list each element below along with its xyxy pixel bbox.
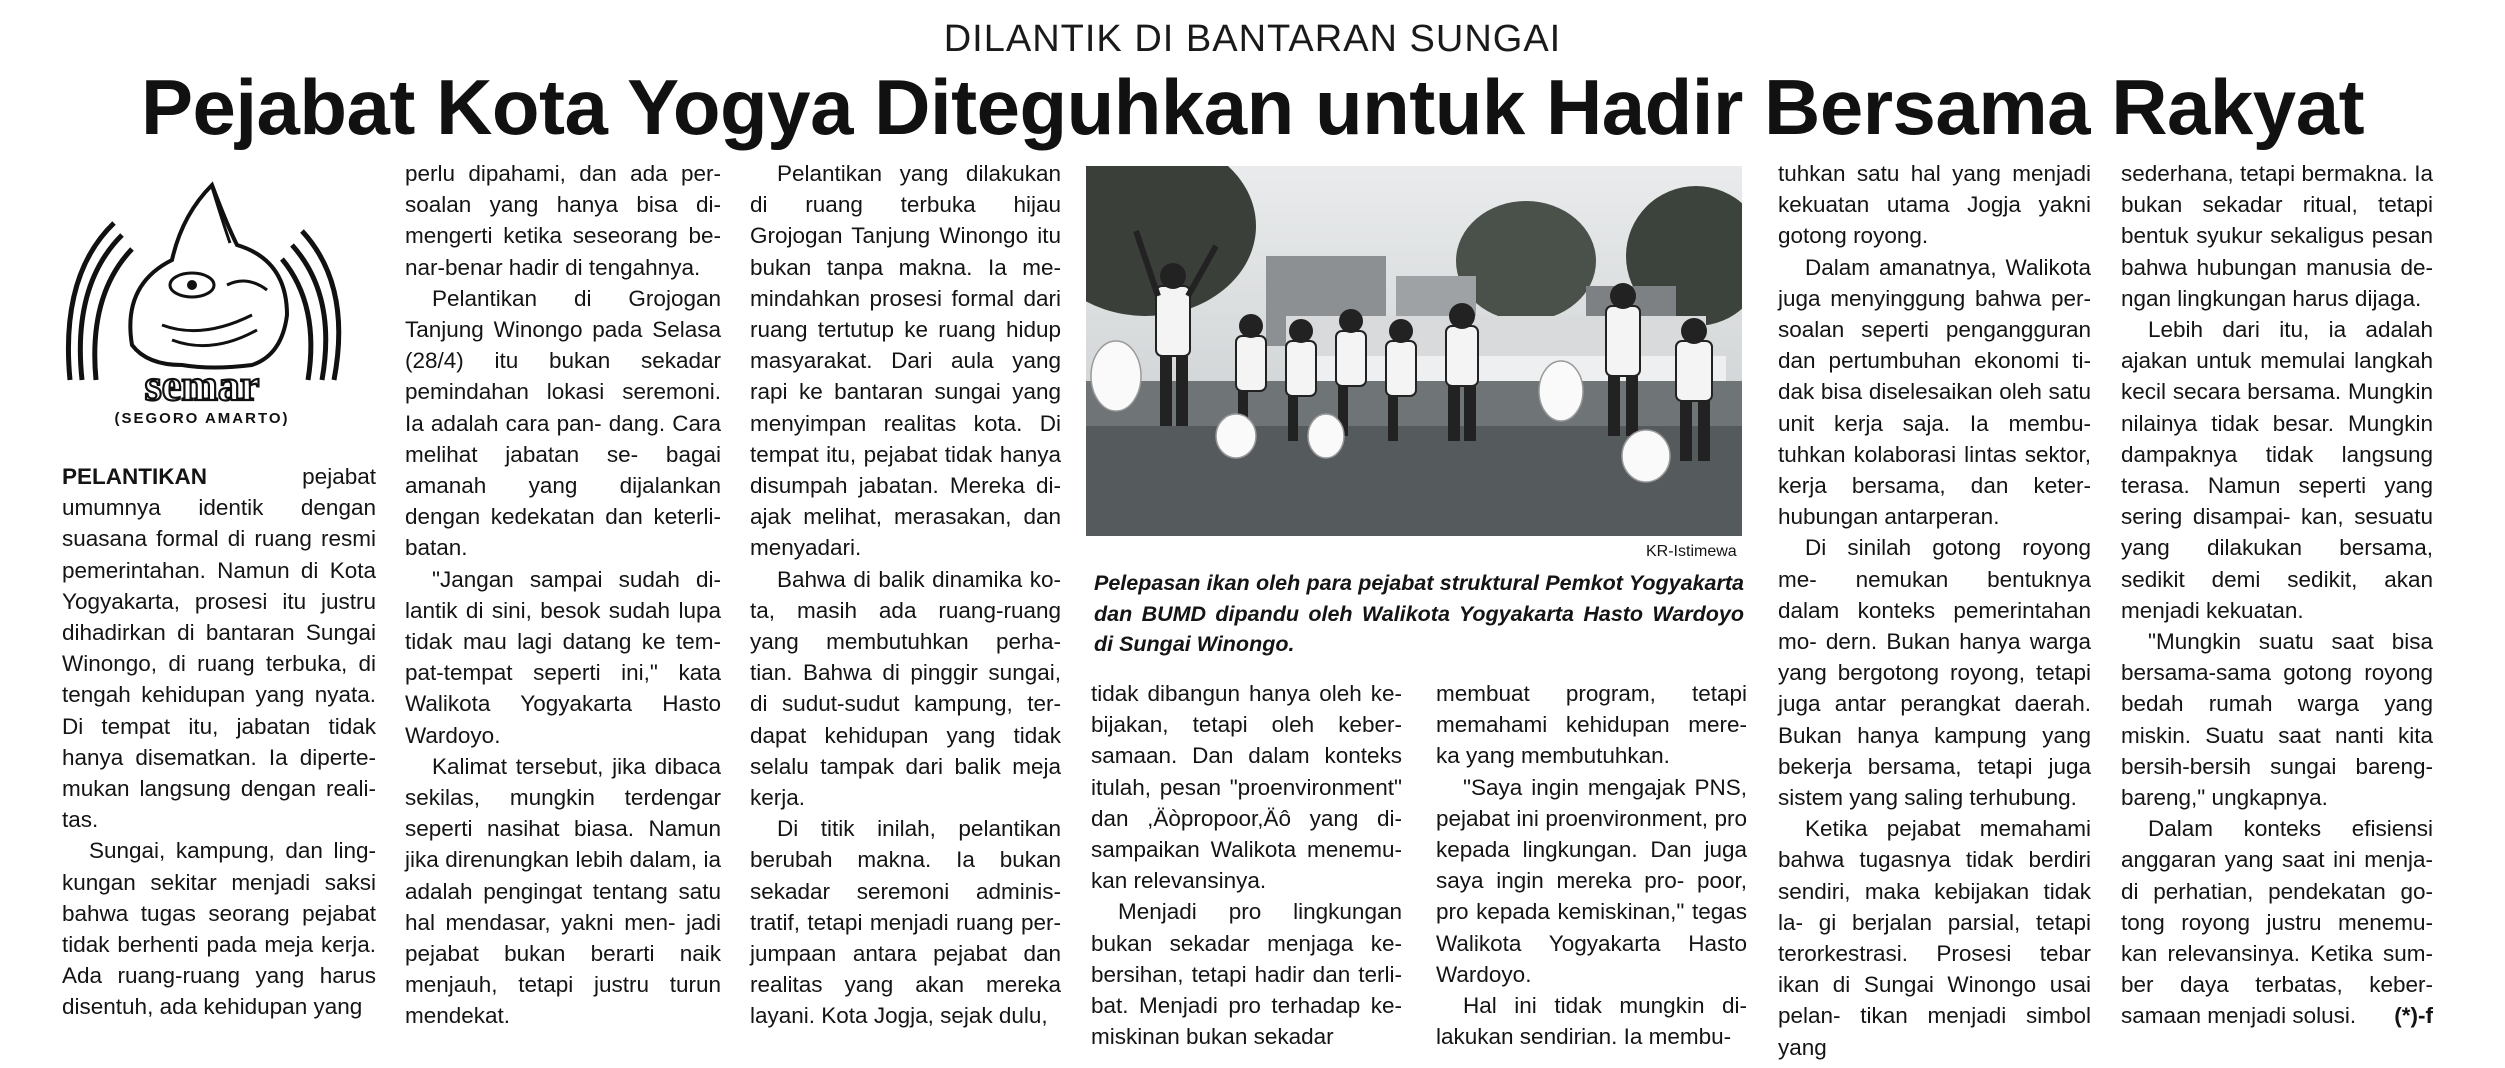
- logo-name: semar: [144, 361, 260, 410]
- paragraph: Pelantikan yang dilakukan di ruang terbuka hijau Grojogan Tanjung Winongo itu bukan tanpa makna. Ia me- mindahkan prosesi formal dari ruang tertutup ke ruang hidup masyarakat. Dari aula yang rapi ke bantaran sungai yang menyimpan realitas kota. Di tempat itu, pejabat tidak hanya disumpah jabatan. Mereka di- ajak melihat, merasakan, dan menyadari.: [750, 161, 1061, 561]
- column-3: [750, 158, 1061, 1032]
- column-6: [1778, 158, 2091, 1063]
- paragraph: Dalam amanatnya, Walikota juga menyinggung bahwa per- soalan seperti pengangguran dan pertumbuhan ekonomi ti- dak bisa diselesaikan oleh satu unit kerja saja. Ia membu- tuhkan kolaborasi lintas sektor, kerja bersama, dan keter- hubungan antarperan.: [1778, 254, 2091, 530]
- paragraph: sederhana, tetapi bermakna. Ia bukan sekadar ritual, tetapi bentuk syukur sekaligus pesan bahwa hubungan manusia de- ngan lingkungan harus dijaga.: [2121, 161, 2433, 311]
- paragraph: Hal ini tidak mungkin di- lakukan sendirian. Ia membu-: [1436, 993, 1747, 1050]
- paragraph: tuhkan satu hal yang menjadi kekuatan utama Jogja yakni gotong royong.: [1778, 161, 2091, 249]
- paragraph: Sungai, kampung, dan ling- kungan sekitar menjadi saksi bahwa tugas seorang pejabat tidak berhenti pada meja kerja. Ada ruang-ruang yang harus disentuh, ada kehidupan yang: [62, 838, 376, 1020]
- paragraph: Menjadi pro lingkungan bukan sekadar menjaga ke- bersihan, tetapi hadir dan terli- bat. Menjadi pro terhadap ke- miskinan bukan sekadar: [1091, 899, 1402, 1050]
- paragraph: Bahwa di balik dinamika ko- ta, masih ada ruang-ruang yang membutuhkan perha- tian. Bahwa di pinggir sungai, di sudut-sudut kampung, ter- dapat kehidupan yang tidak selalu tampak dari balik meja kerja.: [750, 566, 1061, 811]
- photo-caption: Pelepasan ikan oleh para pejabat struktural Pemkot Yogyakarta dan BUMD dipandu oleh Walikota Yogyakarta Hasto Wardoyo di Sungai Winongo.: [1094, 571, 1744, 656]
- paragraph: perlu dipahami, dan ada per- soalan yang hanya bisa di- mengerti ketika seseorang be- nar-benar hadir di tengahnya.: [405, 161, 721, 280]
- logo-subtitle: (SEGORO AMARTO): [114, 410, 290, 427]
- paragraph: Pelantikan di Grojogan Tanjung Winongo pada Selasa (28/4) itu bukan sekadar pemindahan lokasi seremoni. Ia adalah cara pan- dang. Cara melihat jabatan se- bagai amanah yang dijalankan dengan kedekatan dan keterli- batan.: [405, 285, 721, 561]
- paragraph: Dalam konteks efisiensi anggaran yang saat ini menja- di perhatian, pendekatan go- tong royong justru menemu- kan relevansinya. Ketika sum- ber daya terbatas, keber- samaan menjadi solusi.: [2121, 816, 2433, 1029]
- paragraph: "Mungkin suatu saat bisa bersama-sama gotong royong bedah rumah warga yang miskin. Suatu saat nanti kita bersih-bersih sungai bareng- bareng," ungkapnya.: [2121, 629, 2433, 811]
- column-5: [1436, 678, 1747, 1052]
- paragraph: pejabat umumnya identik dengan suasana formal di ruang resmi pemerintahan. Namun di Kota Yogyakarta, prosesi itu justru dihadirkan di bantaran Sungai Winongo, di ruang terbuka, di tengah kehidupan yang nyata. Di tempat itu, jabatan tidak hanya disematkan. Ia diperte- mukan langsung dengan reali- tas.: [62, 464, 376, 833]
- paragraph: Di titik inilah, pelantikan berubah makna. Ia bukan sekadar seremoni adminis- tratif, tetapi menjadi ruang per- jumpaan antara pejabat dan realitas yang akan mereka layani. Kota Jogja, sejak dulu,: [750, 816, 1061, 1029]
- column-2: [405, 158, 721, 1032]
- paragraph: Kalimat tersebut, jika dibaca sekilas, mungkin terdengar seperti nasihat biasa. Namun jika direnungkan lebih dalam, ia adalah pengingat tentang satu hal mendasar, yakni men- jadi pejabat bukan berarti naik menjauh, tetapi justru turun mendekat.: [405, 753, 721, 1029]
- semar-wayang-icon: [62, 165, 342, 430]
- lead-word: PELANTIKAN: [62, 464, 207, 489]
- column-4: [1091, 678, 1402, 1052]
- paragraph: "Saya ingin mengajak PNS, pejabat ini proenvironment, pro kepada lingkungan. Dan juga saya ingin mereka pro- poor, pro kepada kemiskinan," tegas Walikota Yogyakarta Hasto Wardoyo.: [1436, 774, 1747, 987]
- news-photo: [1086, 166, 1742, 536]
- photo-illustration: [1086, 166, 1742, 536]
- paragraph: "Jangan sampai sudah di- lantik di sini, besok sudah lupa tidak mau lagi datang ke tem- pat-tempat seperti ini," kata Walikota Yogyakarta Hasto Wardoyo.: [405, 566, 721, 748]
- semar-logo: [62, 165, 342, 430]
- author-sign: (*)-f: [2394, 1003, 2433, 1029]
- paragraph: Lebih dari itu, ia adalah ajakan untuk memulai langkah kecil secara bersama. Mungkin nilainya tidak besar. Mungkin dampaknya tidak langsung terasa. Namun seperti yang sering disampai- kan, sesuatu yang dilakukan bersama, sedikit demi sedikit, akan menjadi kekuatan.: [2121, 317, 2433, 623]
- paragraph: Ketika pejabat memahami bahwa tugasnya tidak berdiri sendiri, maka kebijakan tidak la- gi berjalan parsial, tetapi terorkestrasi. Prosesi tebar ikan di Sungai Winongo usai pelan- tikan menjadi simbol yang: [1778, 816, 2091, 1060]
- column-7: [2121, 158, 2433, 1032]
- column-1: [62, 461, 376, 1023]
- paragraph: tidak dibangun hanya oleh ke- bijakan, tetapi oleh keber- samaan. Dan dalam konteks itulah, pesan "proenvironment" dan ,Äòpropoor,Äô yang di- sampaikan Walikota menemu- kan relevansinya.: [1091, 681, 1402, 894]
- photo-credit: KR-Istimewa: [1646, 543, 1737, 560]
- headline: Pejabat Kota Yogya Diteguhkan untuk Hadir Bersama Rakyat: [140, 63, 2365, 151]
- paragraph: membuat program, tetapi memahami kehidupan mere- ka yang membutuhkan.: [1436, 681, 1747, 769]
- kicker: DILANTIK DI BANTARAN SUNGAI: [943, 18, 1562, 60]
- paragraph: Di sinilah gotong royong me- nemukan bentuknya dalam konteks pemerintahan mo- dern. Bukan hanya warga yang bergotong royong, tetapi juga antar perangkat daerah. Bukan hanya kampung yang bekerja bersama, tetapi juga sistem yang saling terhubung.: [1778, 535, 2091, 811]
